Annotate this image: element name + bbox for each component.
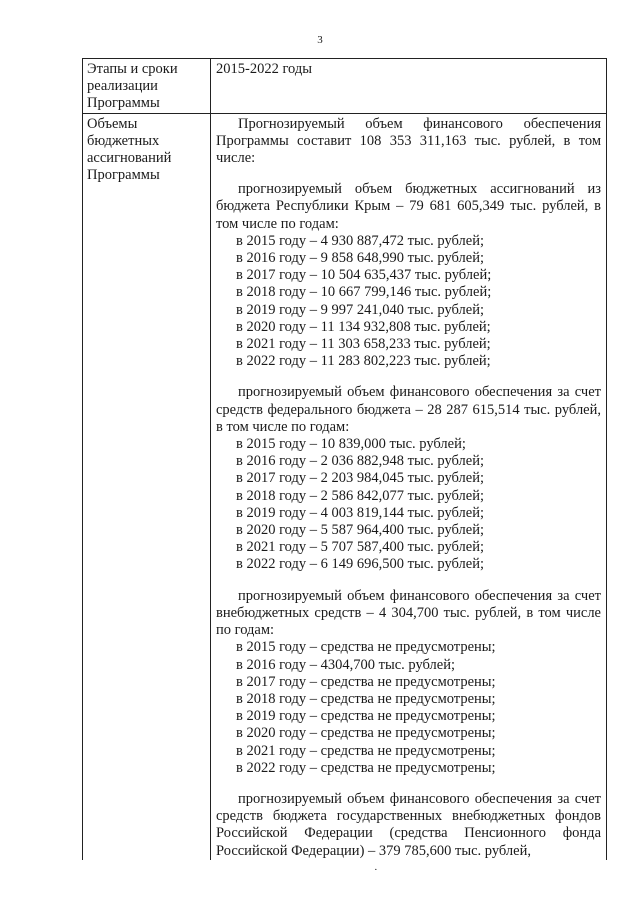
list-item: в 2015 году – 10 839,000 тыс. рублей; bbox=[236, 436, 466, 453]
list-item: в 2015 году – 4 930 887,472 тыс. рублей; bbox=[236, 232, 485, 249]
list-item: в 2017 году – средства не предусмотрены; bbox=[236, 673, 496, 690]
funding-block-heading: прогнозируемый объем бюджетных ассигнований из бюджета Республики Крым – 79 681 605,349 тыс. рублей, в том числе по годам: bbox=[216, 181, 601, 232]
list-item: в 2015 году – средства не предусмотрены; bbox=[236, 639, 496, 656]
list-item: в 2018 году – 2 586 842,077 тыс. рублей; bbox=[236, 487, 485, 504]
list-item: в 2020 году – 11 134 932,808 тыс. рублей; bbox=[236, 318, 491, 335]
list-item: в 2022 году – 6 149 696,500 тыс. рублей; bbox=[236, 556, 485, 573]
list-item: в 2020 году – 5 587 964,400 тыс. рублей; bbox=[236, 522, 485, 539]
list-item: в 2021 году – средства не предусмотрены; bbox=[236, 742, 496, 759]
list-item: в 2020 году – средства не предусмотрены; bbox=[236, 725, 496, 742]
program-passport-table bbox=[82, 58, 607, 860]
funding-block-federal bbox=[216, 384, 601, 573]
list-item: в 2016 году – 9 858 648,990 тыс. рублей; bbox=[236, 250, 485, 267]
funds-intro: Прогнозируемый объем финансового обеспечения Программы составит 108 353 311,163 тыс. рублей, в том числе: bbox=[216, 115, 601, 167]
funds-label: Объемы бюджетных ассигнований Программы bbox=[83, 113, 211, 860]
funding-block-heading: прогнозируемый объем финансового обеспечения за счет внебюджетных средств – 4 304,700 тыс. рублей, в том числе по годам: bbox=[216, 587, 601, 639]
list-item: в 2017 году – 10 504 635,437 тыс. рублей; bbox=[236, 267, 492, 284]
scan-speck: · bbox=[374, 864, 378, 876]
table-row bbox=[83, 59, 607, 114]
funding-block-heading: прогнозируемый объем финансового обеспечения за счет средств федерального бюджета – 28 287 615,514 тыс. рублей, в том числе по годам: bbox=[216, 384, 601, 435]
list-item: в 2021 году – 5 707 587,400 тыс. рублей; bbox=[236, 539, 485, 556]
list-item: в 2016 году – 2 036 882,948 тыс. рублей; bbox=[236, 453, 485, 470]
funds-value-cell bbox=[211, 113, 607, 860]
list-item: в 2022 году – средства не предусмотрены; bbox=[236, 759, 496, 776]
list-item: в 2018 году – 10 667 799,146 тыс. рублей; bbox=[236, 284, 492, 301]
stages-value: 2015-2022 годы bbox=[211, 59, 607, 114]
list-item: в 2019 году – 9 997 241,040 тыс. рублей; bbox=[236, 301, 485, 318]
year-list bbox=[216, 436, 601, 574]
table-row bbox=[83, 113, 607, 860]
list-item: в 2022 году – 11 283 802,223 тыс. рублей; bbox=[236, 353, 491, 370]
funding-block-extrabudgetary bbox=[216, 588, 601, 777]
list-item: в 2019 году – 4 003 819,144 тыс. рублей; bbox=[236, 504, 485, 521]
year-list bbox=[216, 233, 601, 371]
year-list bbox=[216, 639, 601, 777]
list-item: в 2018 году – средства не предусмотрены; bbox=[236, 690, 496, 707]
list-item: в 2021 году – 11 303 658,233 тыс. рублей; bbox=[236, 336, 491, 353]
list-item: в 2017 году – 2 203 984,045 тыс. рублей; bbox=[236, 470, 485, 487]
page-number: 3 bbox=[317, 34, 323, 46]
funding-block-regional bbox=[216, 181, 601, 370]
list-item: в 2016 году – 4304,700 тыс. рублей; bbox=[236, 656, 456, 673]
stages-label: Этапы и сроки реализации Программы bbox=[83, 59, 211, 114]
list-item: в 2019 году – средства не предусмотрены; bbox=[236, 708, 496, 725]
funds-tail-paragraph: прогнозируемый объем финансового обеспечения за счет средств бюджета государственных внебюджетных фондов Российской Федерации (средства Пенсионного фонда Российской Федерации) – 379 785,600 тыс. рублей, bbox=[216, 790, 601, 859]
